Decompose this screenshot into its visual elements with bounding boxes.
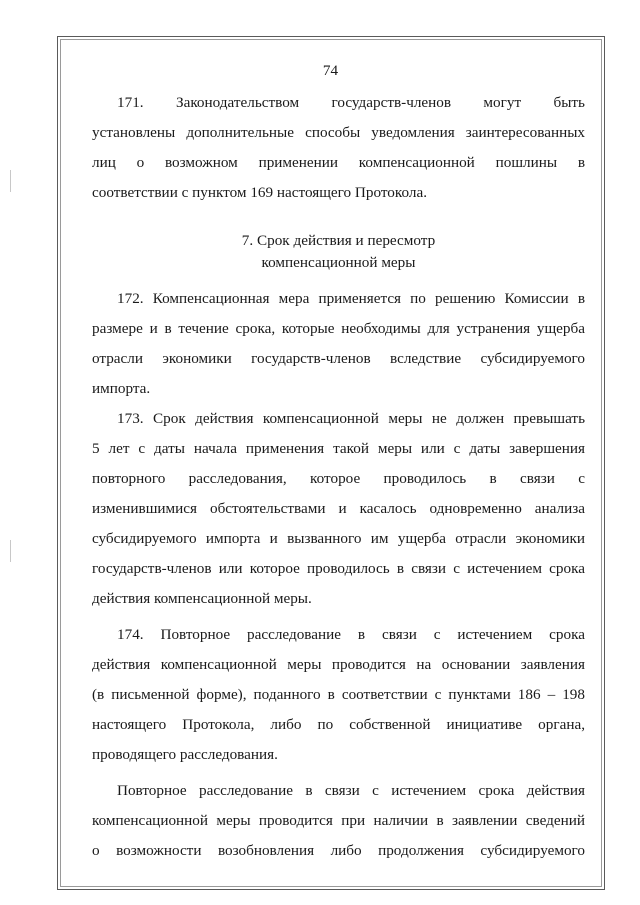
scan-edge-mark (10, 540, 11, 562)
text-line: компенсационной меры проводится при наличии в заявлении сведений (92, 812, 585, 829)
text-line: 5 лет с даты начала применения такой меры или с даты завершения (92, 440, 585, 457)
text-line: настоящего Протокола, либо по собственной инициативе органа, (92, 716, 585, 733)
text-line: 173. Срок действия компенсационной меры не должен превышать (117, 410, 585, 427)
text-line: установлены дополнительные способы уведомления заинтересованных (92, 124, 585, 141)
text-line: соответствии с пунктом 169 настоящего Протокола. (92, 184, 428, 201)
text-line: 171. Законодательством государств-членов могут быть (117, 94, 585, 111)
scan-edge-mark (10, 170, 11, 192)
text-line: импорта. (92, 380, 151, 397)
text-line: (в письменной форме), поданного в соответствии с пунктами 186 – 198 (92, 686, 585, 703)
page-number: 74 (322, 62, 339, 79)
text-line: лиц о возможном применении компенсационной пошлины в (92, 154, 585, 171)
section-heading-line: 7. Срок действия и пересмотр (241, 232, 436, 249)
text-line: изменившимися обстоятельствами и касалось одновременно анализа (92, 500, 585, 517)
text-line: повторного расследования, которое проводилось в связи с (92, 470, 585, 487)
section-heading-line: компенсационной меры (261, 254, 416, 271)
paragraph-172 (92, 284, 585, 404)
section-heading (92, 230, 585, 274)
paragraph-171 (92, 88, 585, 208)
text-line: 174. Повторное расследование в связи с истечением срока (117, 626, 585, 643)
text-line: субсидируемого импорта и вызванного им ущерба отрасли экономики (92, 530, 585, 547)
paragraph-174-continued (92, 776, 585, 866)
paragraph-174 (92, 620, 585, 770)
text-line: о возможности возобновления либо продолжения субсидируемого (92, 842, 585, 859)
text-line: Повторное расследование в связи с истечением срока действия (117, 782, 585, 799)
text-line: отрасли экономики государств-членов вследствие субсидируемого (92, 350, 585, 367)
text-line: государств-членов или которое проводилось в связи с истечением срока (92, 560, 585, 577)
paragraph-173 (92, 404, 585, 614)
text-line: действия компенсационной меры. (92, 590, 312, 607)
text-line: действия компенсационной меры проводится на основании заявления (92, 656, 585, 673)
text-line: проводящего расследования. (92, 746, 278, 763)
text-line: 172. Компенсационная мера применяется по решению Комиссии в (117, 290, 585, 307)
text-line: размере и в течение срока, которые необходимы для устранения ущерба (92, 320, 585, 337)
document-page (92, 56, 585, 866)
